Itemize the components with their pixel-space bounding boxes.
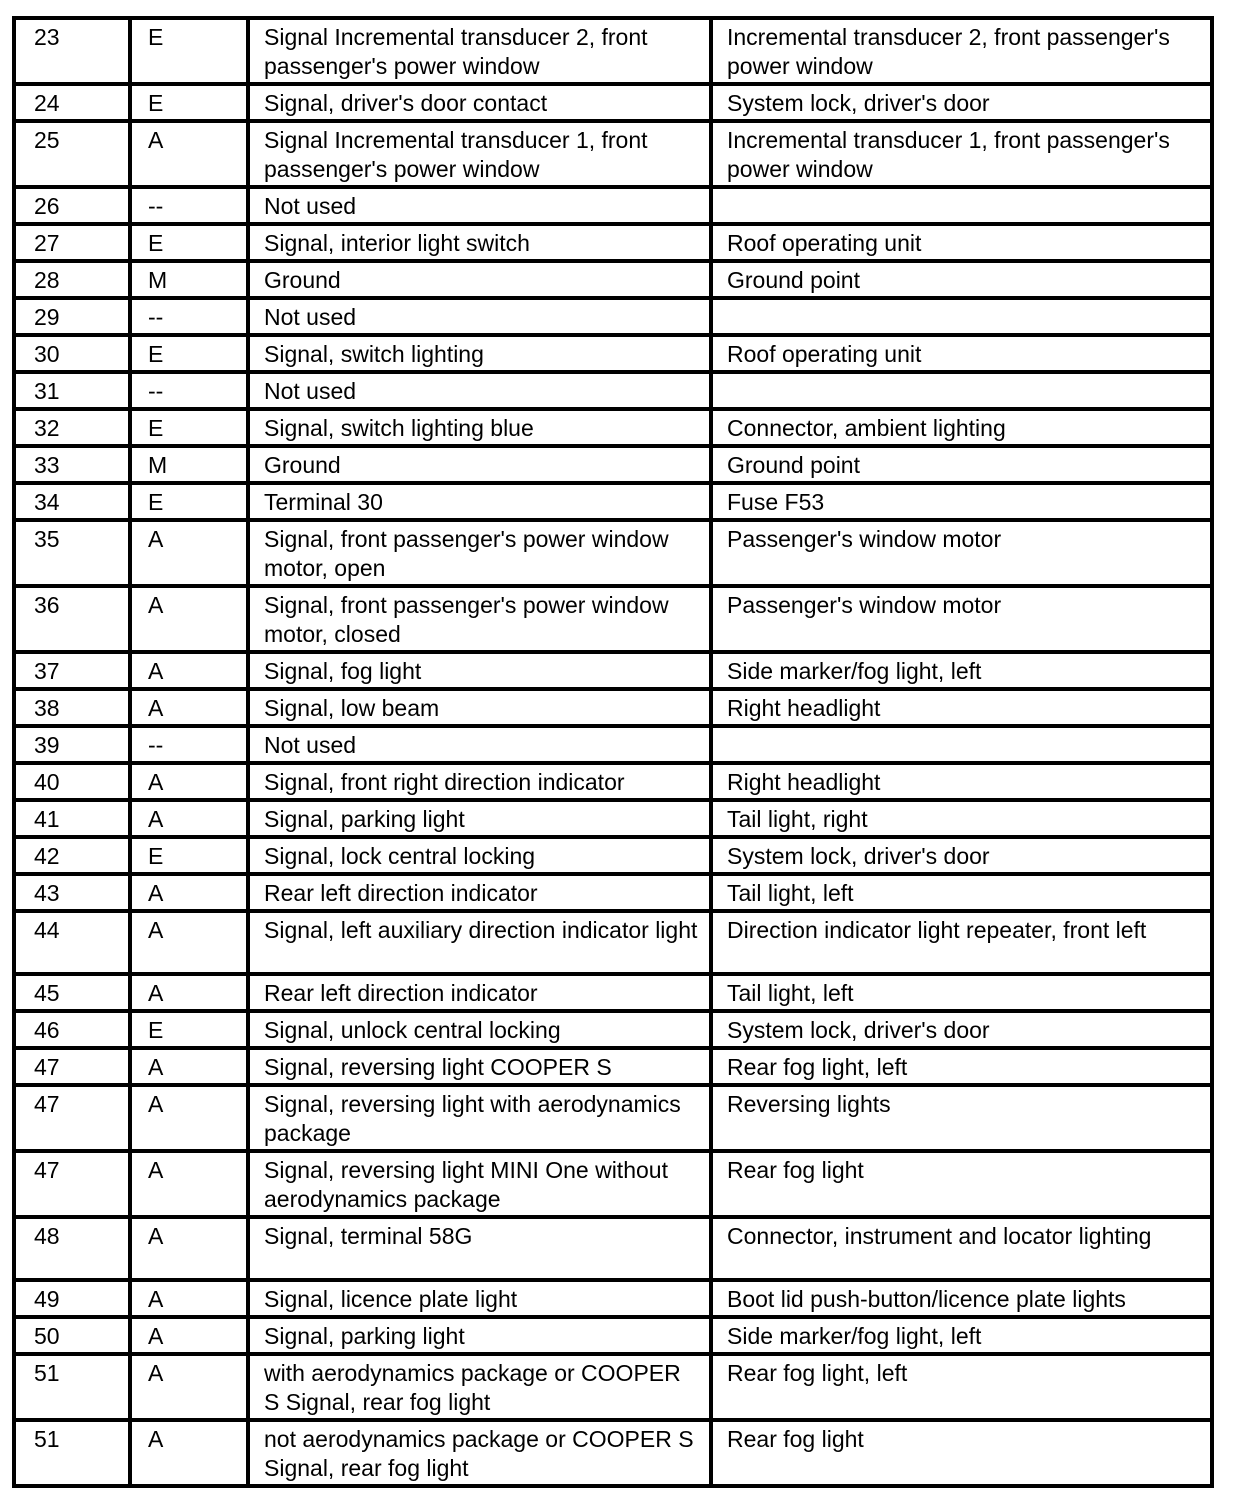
pin-number-cell: 35 — [14, 520, 130, 586]
signal-type-cell: A — [130, 1217, 248, 1280]
description-cell: Signal, reversing light MINI One without aerodynamics package — [248, 1151, 711, 1217]
description-cell: Signal, parking light — [248, 800, 711, 837]
pin-number-cell: 44 — [14, 911, 130, 974]
pin-number-cell: 47 — [14, 1151, 130, 1217]
signal-type-cell: A — [130, 1354, 248, 1420]
signal-type-cell: E — [130, 18, 248, 84]
description-cell: Rear left direction indicator — [248, 974, 711, 1011]
pin-number-cell: 27 — [14, 224, 130, 261]
table-row — [14, 1011, 1212, 1048]
component-cell: Rear fog light — [711, 1420, 1212, 1486]
pin-number-cell: 41 — [14, 800, 130, 837]
component-cell: System lock, driver's door — [711, 837, 1212, 874]
signal-type-cell: -- — [130, 187, 248, 224]
table-row — [14, 763, 1212, 800]
component-cell: Side marker/fog light, left — [711, 652, 1212, 689]
pin-number-cell: 23 — [14, 18, 130, 84]
signal-type-cell: A — [130, 911, 248, 974]
pin-number-cell: 24 — [14, 84, 130, 121]
pin-number-cell: 40 — [14, 763, 130, 800]
description-cell: Not used — [248, 298, 711, 335]
component-cell — [711, 726, 1212, 763]
signal-type-cell: E — [130, 409, 248, 446]
description-cell: Signal, front passenger's power window motor, open — [248, 520, 711, 586]
pin-number-cell: 47 — [14, 1048, 130, 1085]
signal-type-cell: A — [130, 1048, 248, 1085]
table-row — [14, 1085, 1212, 1151]
pin-number-cell: 32 — [14, 409, 130, 446]
description-cell: with aerodynamics package or COOPER S Signal, rear fog light — [248, 1354, 711, 1420]
signal-type-cell: -- — [130, 298, 248, 335]
table-row — [14, 652, 1212, 689]
table-row — [14, 372, 1212, 409]
table-row — [14, 1151, 1212, 1217]
table-row — [14, 18, 1212, 84]
table-body — [14, 18, 1212, 1486]
description-cell: Signal, left auxiliary direction indicator light — [248, 911, 711, 974]
signal-type-cell: A — [130, 520, 248, 586]
pin-number-cell: 43 — [14, 874, 130, 911]
pin-number-cell: 36 — [14, 586, 130, 652]
description-cell: Signal, low beam — [248, 689, 711, 726]
component-cell — [711, 187, 1212, 224]
pin-number-cell: 51 — [14, 1354, 130, 1420]
component-cell: Ground point — [711, 446, 1212, 483]
table-row — [14, 689, 1212, 726]
component-cell: Passenger's window motor — [711, 520, 1212, 586]
table-row — [14, 335, 1212, 372]
signal-type-cell: A — [130, 974, 248, 1011]
signal-type-cell: A — [130, 1151, 248, 1217]
component-cell — [711, 372, 1212, 409]
component-cell: Rear fog light — [711, 1151, 1212, 1217]
component-cell: Incremental transducer 2, front passenger's power window — [711, 18, 1212, 84]
component-cell: Connector, instrument and locator lighting — [711, 1217, 1212, 1280]
table-row — [14, 187, 1212, 224]
component-cell: System lock, driver's door — [711, 84, 1212, 121]
pin-number-cell: 39 — [14, 726, 130, 763]
signal-type-cell: M — [130, 446, 248, 483]
description-cell: Signal Incremental transducer 1, front passenger's power window — [248, 121, 711, 187]
table-row — [14, 121, 1212, 187]
table-row — [14, 974, 1212, 1011]
table-row — [14, 446, 1212, 483]
component-cell: System lock, driver's door — [711, 1011, 1212, 1048]
table-row — [14, 298, 1212, 335]
component-cell: Direction indicator light repeater, front left — [711, 911, 1212, 974]
signal-type-cell: E — [130, 335, 248, 372]
pin-number-cell: 34 — [14, 483, 130, 520]
description-cell: Not used — [248, 187, 711, 224]
pin-number-cell: 26 — [14, 187, 130, 224]
table-row — [14, 520, 1212, 586]
component-cell: Fuse F53 — [711, 483, 1212, 520]
component-cell: Roof operating unit — [711, 335, 1212, 372]
component-cell: Side marker/fog light, left — [711, 1317, 1212, 1354]
table-row — [14, 1354, 1212, 1420]
pin-number-cell: 29 — [14, 298, 130, 335]
table-row — [14, 409, 1212, 446]
description-cell: Signal, fog light — [248, 652, 711, 689]
pin-number-cell: 49 — [14, 1280, 130, 1317]
description-cell: Signal, terminal 58G — [248, 1217, 711, 1280]
description-cell: Signal, front right direction indicator — [248, 763, 711, 800]
signal-type-cell: A — [130, 1317, 248, 1354]
table-row — [14, 726, 1212, 763]
signal-type-cell: A — [130, 586, 248, 652]
component-cell: Right headlight — [711, 763, 1212, 800]
table-row — [14, 84, 1212, 121]
component-cell: Tail light, left — [711, 874, 1212, 911]
signal-type-cell: E — [130, 837, 248, 874]
component-cell: Reversing lights — [711, 1085, 1212, 1151]
pin-number-cell: 38 — [14, 689, 130, 726]
signal-type-cell: E — [130, 483, 248, 520]
pin-number-cell: 42 — [14, 837, 130, 874]
table-row — [14, 837, 1212, 874]
signal-type-cell: E — [130, 84, 248, 121]
description-cell: Ground — [248, 446, 711, 483]
pin-number-cell: 48 — [14, 1217, 130, 1280]
signal-type-cell: -- — [130, 372, 248, 409]
signal-type-cell: A — [130, 1280, 248, 1317]
pin-number-cell: 31 — [14, 372, 130, 409]
table-row — [14, 911, 1212, 974]
description-cell: Signal, licence plate light — [248, 1280, 711, 1317]
description-cell: not aerodynamics package or COOPER S Signal, rear fog light — [248, 1420, 711, 1486]
table-row — [14, 800, 1212, 837]
description-cell: Signal, reversing light COOPER S — [248, 1048, 711, 1085]
table-row — [14, 586, 1212, 652]
component-cell: Ground point — [711, 261, 1212, 298]
pin-number-cell: 46 — [14, 1011, 130, 1048]
table-row — [14, 1420, 1212, 1486]
signal-type-cell: A — [130, 874, 248, 911]
description-cell: Signal, switch lighting blue — [248, 409, 711, 446]
component-cell: Tail light, right — [711, 800, 1212, 837]
pin-number-cell: 45 — [14, 974, 130, 1011]
pin-number-cell: 51 — [14, 1420, 130, 1486]
pin-number-cell: 30 — [14, 335, 130, 372]
signal-type-cell: E — [130, 1011, 248, 1048]
signal-type-cell: A — [130, 800, 248, 837]
component-cell: Tail light, left — [711, 974, 1212, 1011]
pin-assignment-sheet — [12, 16, 1210, 1488]
description-cell: Signal, interior light switch — [248, 224, 711, 261]
table-row — [14, 261, 1212, 298]
component-cell: Boot lid push-button/licence plate lights — [711, 1280, 1212, 1317]
component-cell: Rear fog light, left — [711, 1048, 1212, 1085]
component-cell — [711, 298, 1212, 335]
pin-number-cell: 50 — [14, 1317, 130, 1354]
description-cell: Signal, parking light — [248, 1317, 711, 1354]
component-cell: Right headlight — [711, 689, 1212, 726]
pin-number-cell: 47 — [14, 1085, 130, 1151]
component-cell: Rear fog light, left — [711, 1354, 1212, 1420]
table-row — [14, 1048, 1212, 1085]
signal-type-cell: A — [130, 1085, 248, 1151]
pin-number-cell: 37 — [14, 652, 130, 689]
table-row — [14, 224, 1212, 261]
table-row — [14, 1317, 1212, 1354]
description-cell: Rear left direction indicator — [248, 874, 711, 911]
description-cell: Ground — [248, 261, 711, 298]
description-cell: Terminal 30 — [248, 483, 711, 520]
description-cell: Not used — [248, 372, 711, 409]
pin-assignment-table — [12, 16, 1214, 1488]
pin-number-cell: 33 — [14, 446, 130, 483]
table-row — [14, 1217, 1212, 1280]
signal-type-cell: A — [130, 652, 248, 689]
table-row — [14, 483, 1212, 520]
description-cell: Signal, lock central locking — [248, 837, 711, 874]
pin-number-cell: 28 — [14, 261, 130, 298]
description-cell: Signal, switch lighting — [248, 335, 711, 372]
description-cell: Signal, front passenger's power window motor, closed — [248, 586, 711, 652]
signal-type-cell: A — [130, 1420, 248, 1486]
signal-type-cell: M — [130, 261, 248, 298]
component-cell: Connector, ambient lighting — [711, 409, 1212, 446]
description-cell: Signal Incremental transducer 2, front passenger's power window — [248, 18, 711, 84]
pin-number-cell: 25 — [14, 121, 130, 187]
signal-type-cell: A — [130, 121, 248, 187]
signal-type-cell: A — [130, 763, 248, 800]
component-cell: Incremental transducer 1, front passenger's power window — [711, 121, 1212, 187]
description-cell: Signal, reversing light with aerodynamics package — [248, 1085, 711, 1151]
table-row — [14, 1280, 1212, 1317]
signal-type-cell: -- — [130, 726, 248, 763]
description-cell: Signal, unlock central locking — [248, 1011, 711, 1048]
component-cell: Passenger's window motor — [711, 586, 1212, 652]
table-row — [14, 874, 1212, 911]
description-cell: Signal, driver's door contact — [248, 84, 711, 121]
description-cell: Not used — [248, 726, 711, 763]
component-cell: Roof operating unit — [711, 224, 1212, 261]
signal-type-cell: A — [130, 689, 248, 726]
signal-type-cell: E — [130, 224, 248, 261]
